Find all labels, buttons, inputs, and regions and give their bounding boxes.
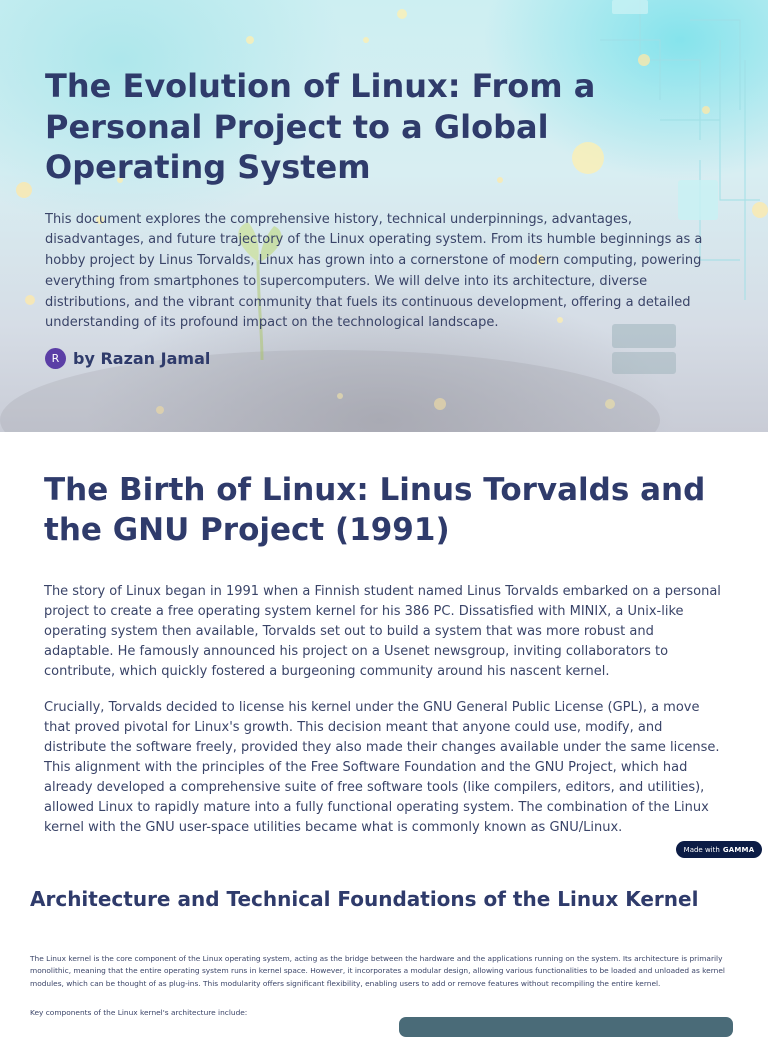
section-title: The Birth of Linux: Linus Torvalds and the GNU Project (1991) (44, 472, 706, 548)
gamma-logo: GAMMA (722, 845, 755, 854)
made-with-gamma-button[interactable] (676, 841, 762, 858)
section-paragraph: Crucially, Torvalds decided to license his kernel under the GNU General Public License (GPL), a move that proved pivotal for Linux's growth. This decision meant that anyone could use, modify, and distribute the software freely, provided they also made their changes available under the same license. This alignment with the principles of the Free Software Foundation and the GNU Project, which had already developed a comprehensive suite of free software tools (like compilers, editors, and utilities), allowed Linux to rapidly mature into a fully functional operating system. The combination of the Linux kernel with the GNU user-space utilities became what is commonly known as GNU/Linux. (44, 700, 720, 835)
badge-prefix: Made with (683, 845, 720, 854)
hero-banner (0, 0, 768, 432)
hero-content (45, 66, 725, 369)
architecture-image (399, 1017, 733, 1037)
author-byline (45, 348, 725, 369)
section-paragraph: Key components of the Linux kernel's architecture include: (30, 1008, 248, 1017)
avatar: R (45, 348, 66, 369)
hero-description: This document explores the comprehensive history, technical underpinnings, advantages, disadvantages, and future trajectory of the Linux operating system. From its humble beginnings as a hobby project by Linus Torvalds, Linux has grown into a cornerstone of modern computing, powering everything from smartphones to supercomputers. We will delve into its architecture, diverse distributions, and the vibrant community that fuels its continuous development, offering a detailed understanding of its profound impact on the technological landscape. (45, 211, 703, 331)
section-paragraph: The story of Linux began in 1991 when a Finnish student named Linus Torvalds embarked on a personal project to create a free operating system kernel for his 386 PC. Dissatisfied with MINIX, a Unix-like operating system then available, Torvalds set out to build a system that was more robust and adaptable. He famously announced his project on a Usenet newsgroup, inviting collaborators to contribute, which quickly fostered a burgeoning community around his nascent kernel. (44, 584, 721, 679)
section-paragraph: The Linux kernel is the core component of the Linux operating system, acting as the bridge between the hardware and the applications running on the system. Its architecture is primarily monolithic, meaning that the entire operating system runs in kernel space. However, it incorporates a modular design, allowing various functionalities to be loaded and unloaded as kernel modules, which can be thought of as plug-ins. This modularity offers significant flexibility, enabling users to add or remove features without recompiling the entire kernel. (30, 954, 725, 988)
section-title-architecture: Architecture and Technical Foundations of the Linux Kernel (30, 887, 699, 911)
section-birth-of-linux (44, 470, 724, 838)
page-title: The Evolution of Linux: From a Personal Project to a Global Operating System (45, 67, 596, 186)
author-name: by Razan Jamal (73, 349, 211, 369)
